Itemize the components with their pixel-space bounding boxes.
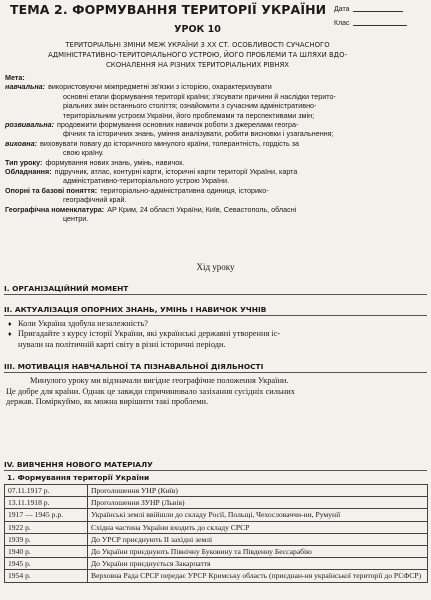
table-cell-event: Українські землі ввійшли до складу Росії, Польщі, Чехословаччи-ни, Румунії (88, 509, 428, 521)
motivation-paragraph (6, 376, 426, 408)
goal-upbringing (5, 139, 423, 148)
question-text: нували на політичній карті світу в різні історичні періоди. (18, 339, 226, 349)
equipment (5, 167, 423, 176)
table-cell-date: 1922 р. (5, 521, 88, 533)
concepts-text: географічний край. (63, 195, 127, 205)
table-cell-date: 13.11.1918 р. (5, 497, 88, 509)
type-label: Тип уроку: (5, 157, 43, 167)
list-item (8, 329, 423, 350)
lesson-title-line: АДМІНІСТРАТИВНО-ТЕРИТОРІАЛЬНОГО УСТРОЮ, ЙОГО ПРОБЛЕМИ ТА ШЛЯХИ ВДО- (48, 51, 347, 59)
table-row (5, 558, 428, 570)
table-cell-event: До України приєднують Північну Буковину та Південну Бессарабію (88, 546, 428, 558)
goal-label: Мета: (5, 73, 25, 82)
concepts-label: Опорні та базові поняття: (5, 185, 98, 195)
upbringing-label: виховна: (5, 138, 38, 148)
motivation-line: Це добре для країни. Однак це завжди спричинювало зазіхання сусідніх сильних (6, 386, 295, 396)
lesson-meta (5, 73, 423, 224)
table-cell-date: 1917 — 1945 р.р. (5, 509, 88, 521)
nomenclature (5, 205, 423, 214)
section-motivation: III. МОТИВАЦІЯ НАВЧАЛЬНОЇ ТА ПІЗНАВАЛЬНОЇ ДІЯЛЬНОСТІ (4, 362, 427, 373)
question-text: Коли Україна здобула незалежність? (18, 319, 148, 328)
upbringing-text: свою країну. (63, 148, 104, 158)
equipment-label: Обладнання: (5, 167, 52, 177)
table-row (5, 497, 428, 509)
table-cell-date: 1954 р. (5, 570, 88, 582)
table-cell-event: Проголошення УНР (Київ) (88, 485, 428, 497)
list-item (8, 319, 423, 329)
lesson-type (5, 158, 423, 167)
table-cell-date: 07.11.1917 р. (5, 485, 88, 497)
equipment-text: адміністративно-територіального устрою України. (63, 176, 230, 186)
diamond-bullet-icon: ♦ (8, 330, 12, 339)
topic-title: ТЕМА 2. ФОРМУВАННЯ ТЕРИТОРІЇ УКРАЇНИ (10, 2, 327, 17)
educational-text: територіальним устроєм України, його проблемами та перспективами змін; (63, 110, 315, 120)
nomenclature-text: АР Крим, 24 області України, Київ, Севастополь, обласні (107, 204, 297, 214)
question-list (8, 319, 423, 350)
table-row (5, 485, 428, 497)
developing-text: продовжити формування основних навичок роботи з джерелами геогра- (56, 120, 299, 130)
section-new-material: IV. ВИВЧЕННЯ НОВОГО МАТЕРІАЛУ (4, 460, 427, 471)
diamond-bullet-icon: ♦ (8, 320, 12, 328)
subheading-territory: 1. Формування території України (7, 473, 150, 482)
table-row (5, 509, 428, 521)
table-cell-event: До України приєднується Закарпаття (88, 558, 428, 570)
nomenclature-text: центри. (63, 214, 89, 224)
table-row (5, 546, 428, 558)
section-actualization: II. АКТУАЛІЗАЦІЯ ОПОРНИХ ЗНАНЬ, УМІНЬ І НАВИЧОК УЧНІВ (4, 305, 427, 316)
educational-text: ріальних змін останнього століття; ознайомити з сучасним адміністративно- (63, 101, 317, 111)
concepts-text: територіально-адміністративна одиниця, історико- (100, 185, 269, 195)
class-rule (353, 25, 407, 26)
educational-label: навчальна: (5, 82, 46, 92)
upbringing-text: виховувати повагу до історичного минулого країни, толерантність, гордість за (40, 138, 299, 148)
table-cell-event: Верховна Рада СРСР передає УРСР Кримську область (приєднан-ня української території до РСФСР) (88, 570, 428, 582)
type-text: формування нових знань, умінь, навичок. (45, 157, 185, 167)
lesson-number: УРОК 10 (174, 24, 221, 35)
table-cell-event: Проголошення ЗУНР (Львів) (88, 497, 428, 509)
table-row (5, 533, 428, 545)
concepts (5, 186, 423, 195)
goal-developing (5, 120, 423, 129)
table-cell-date: 1940 р. (5, 546, 88, 558)
goal-educational (5, 82, 423, 91)
equipment-text: підручник, атлас, контурні карти, історичні карти території України, карта (54, 167, 298, 177)
table-cell-event: Східна частина України входить до складу СРСР (88, 521, 428, 533)
table-cell-date: 1945 р. (5, 558, 88, 570)
table-cell-event: До УРСР приєднують ІІ західні землі (88, 533, 428, 545)
motivation-line: держав. Поміркуймо, як можна вирішити такі проблеми. (6, 397, 209, 407)
lesson-title-line: ТЕРИТОРІАЛЬНІ ЗМІНИ МЕЖ УКРАЇНИ З XX СТ. ОСОБЛИВОСТІ СУЧАСНОГО (65, 41, 330, 49)
table-row (5, 570, 428, 582)
developing-label: розвивальна: (5, 120, 54, 130)
table-cell-date: 1939 р. (5, 533, 88, 545)
table-row (5, 521, 428, 533)
section-organizational: І. ОРГАНІЗАЦІЙНИЙ МОМЕНТ (4, 284, 427, 295)
lesson-title (40, 40, 355, 70)
history-table (4, 484, 428, 583)
class-label: Клас (334, 20, 350, 27)
date-label: Дата (334, 6, 350, 13)
nomenclature-label: Географічна номенклатура: (5, 204, 105, 214)
date-rule (353, 11, 403, 12)
lesson-progress-title: Хід уроку (196, 262, 235, 272)
date-field[interactable] (334, 6, 403, 13)
question-text: Пригадайте з курсу історії України, які українські державні утворення іс- (18, 329, 281, 339)
educational-text: основні етапи формування території країни; з'ясувати причини й наслідки терито- (63, 91, 336, 101)
motivation-line: Минулого уроку ми відзначали вигідне географічне положення України. (30, 376, 289, 385)
educational-text: використовуючи міжпредметні зв'язки з історією, охарактеризувати (48, 82, 272, 92)
developing-text: фічних та історичних знань, уміння аналізувати, робити висновки і узагальнення; (63, 129, 334, 139)
lesson-title-line: СКОНАЛЕННЯ НА РІЗНИХ ТЕРИТОРІАЛЬНИХ РІВНЯХ (105, 61, 289, 69)
